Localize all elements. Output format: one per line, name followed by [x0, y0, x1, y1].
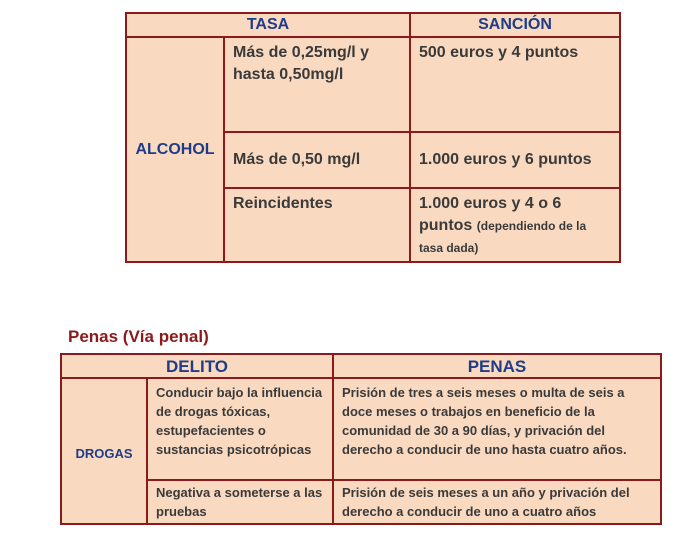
table-header-row	[126, 13, 620, 37]
sancion-cell	[410, 188, 620, 262]
table-row	[61, 480, 661, 524]
row-label-drogas: DROGAS	[61, 378, 147, 524]
pena-cell: Prisión de tres a seis meses o multa de seis a doce meses o trabajos en beneficio de la comunidad de 30 a 90 días, y privación del derecho a conducir de uno hasta cuatro años.	[333, 378, 661, 480]
row-label-alcohol: ALCOHOL	[126, 37, 224, 262]
tasa-cell: Reincidentes	[224, 188, 410, 262]
header-penas: PENAS	[333, 354, 661, 378]
table-header-row	[61, 354, 661, 378]
sancion-note: (dependiendo de la tasa dada)	[419, 219, 587, 255]
alcohol-sanctions-table	[125, 12, 621, 263]
sancion-cell: 500 euros y 4 puntos	[410, 37, 620, 132]
delito-cell: Negativa a someterse a las pruebas	[147, 480, 333, 524]
delito-cell: Conducir bajo la influencia de drogas tóxicas, estupefacientes o sustancias psicotrópicas	[147, 378, 333, 480]
table-row	[126, 37, 620, 132]
section-title: Penas (Vía penal)	[68, 327, 209, 346]
header-delito: DELITO	[61, 354, 333, 378]
table-row	[61, 378, 661, 480]
header-sancion: SANCIÓN	[410, 13, 620, 37]
drug-penalties-table	[60, 353, 662, 525]
tasa-cell: Más de 0,50 mg/l	[224, 132, 410, 188]
pena-cell: Prisión de seis meses a un año y privación del derecho a conducir de uno a cuatro años	[333, 480, 661, 524]
sancion-text: 1.000 euros y 4 o 6 puntos	[419, 195, 562, 234]
tasa-cell: Más de 0,25mg/l y hasta 0,50mg/l	[224, 37, 410, 132]
header-tasa: TASA	[126, 13, 410, 37]
sancion-cell: 1.000 euros y 6 puntos	[410, 132, 620, 188]
